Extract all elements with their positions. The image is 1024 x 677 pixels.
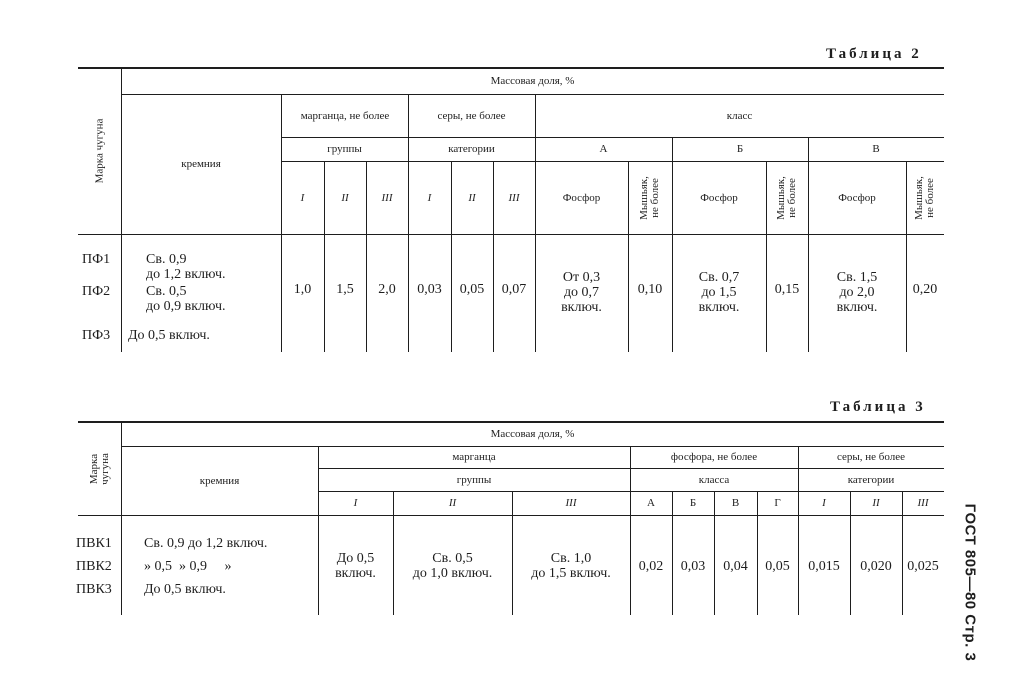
table3-caption: Таблица 3 bbox=[830, 399, 926, 415]
table3-mn-3: Св. 1,0 до 1,5 включ. bbox=[531, 551, 611, 581]
table2-arsenic-b: Мышьяк, не более bbox=[775, 175, 798, 220]
table3-silicon-pvk3: До 0,5 включ. bbox=[144, 582, 226, 597]
table2-phosphorus-v-value: Св. 1,5 до 2,0 включ. bbox=[836, 269, 878, 315]
table2-brand-pf2: ПФ2 bbox=[82, 284, 111, 299]
table3-manganese-header: марганца bbox=[452, 451, 496, 463]
table2-mn-1: 1,0 bbox=[293, 281, 312, 297]
table3-category-3: III bbox=[917, 497, 929, 509]
table3-phosphorus-header: фосфора, не более bbox=[670, 451, 758, 463]
table2-phosphorus-v: Фосфор bbox=[838, 191, 876, 204]
table2-phosphorus-b: Фосфор bbox=[700, 191, 738, 204]
table3-category-2: II bbox=[872, 497, 880, 509]
table2-silicon-pf1: Св. 0,9 до 1,2 включ. bbox=[146, 252, 226, 282]
table3-header-bottom bbox=[78, 515, 944, 516]
table2-arsenic-a: Мышьяк, не более bbox=[638, 175, 661, 220]
table3-p-b: 0,03 bbox=[680, 558, 706, 574]
table3-p-g: 0,05 bbox=[765, 558, 790, 574]
table3-group-2: II bbox=[448, 497, 457, 509]
table2-sulfur-header: серы, не более bbox=[437, 109, 506, 122]
table3-classes-header: класса bbox=[698, 473, 730, 486]
table3-brand-pvk3: ПВК3 bbox=[76, 582, 112, 597]
table2-class-b: Б bbox=[736, 143, 744, 155]
table3-brand-header: Марка чугуна bbox=[87, 452, 111, 485]
table3-sulfur-header: серы, не более bbox=[836, 451, 905, 463]
table2-group-2: II bbox=[341, 191, 349, 204]
table3-p-a: 0,02 bbox=[638, 558, 664, 574]
table2-arsenic-a-value: 0,10 bbox=[637, 281, 663, 297]
table3-categories-header: категории bbox=[847, 473, 895, 486]
table2-brand-header: Марка чугуна bbox=[93, 118, 106, 184]
table2-phosphorus-a: Фосфор bbox=[562, 191, 601, 204]
table3-groups-header: группы bbox=[456, 473, 492, 486]
table2-categories-header: категории bbox=[448, 143, 495, 155]
table2-silicon-header: кремния bbox=[181, 158, 221, 170]
table2-phosphorus-b-value: Св. 0,7 до 1,5 включ. bbox=[698, 269, 740, 315]
table3-s-1: 0,015 bbox=[808, 558, 840, 574]
table2-s-2: 0,05 bbox=[459, 281, 485, 297]
table3-s-3: 0,025 bbox=[907, 558, 939, 574]
table2-class-a: А bbox=[599, 143, 608, 155]
table3-brand-pvk2: ПВК2 bbox=[76, 559, 112, 574]
table3-class-a: А bbox=[647, 497, 655, 509]
table2-manganese-header: марганца, не более bbox=[300, 109, 390, 122]
table2-silicon-pf2: Св. 0,5 до 0,9 включ. bbox=[146, 284, 226, 314]
table2-brand-pf1: ПФ1 bbox=[82, 252, 111, 267]
table2-category-1: I bbox=[427, 191, 432, 204]
table2-caption: Таблица 2 bbox=[826, 46, 922, 62]
table3-s-2: 0,020 bbox=[860, 558, 892, 574]
table2-group-3: III bbox=[381, 191, 393, 204]
table2-mn-3: 2,0 bbox=[378, 281, 396, 297]
table3-p-v: 0,04 bbox=[723, 558, 748, 574]
table3-class-g: Г bbox=[774, 497, 781, 509]
table2-mn-2: 1,5 bbox=[336, 281, 354, 297]
table2-groups-header: группы bbox=[327, 143, 362, 155]
table3-group-1: I bbox=[353, 497, 358, 509]
table3-brand-pvk1: ПВК1 bbox=[76, 536, 112, 551]
table3-group-3: III bbox=[565, 497, 577, 509]
table2-class-v: В bbox=[872, 143, 880, 155]
table2-category-2: II bbox=[468, 191, 476, 204]
table3-silicon-header: кремния bbox=[199, 474, 240, 487]
table3-class-v: В bbox=[731, 497, 740, 509]
table2-header-bottom bbox=[78, 234, 944, 235]
table2-group-1: I bbox=[300, 191, 305, 204]
table2-s-3: 0,07 bbox=[501, 281, 527, 297]
table2-category-3: III bbox=[508, 191, 520, 204]
table3-mass-header: Массовая доля, % bbox=[490, 428, 575, 440]
table3-silicon-pvk2: » 0,5 » 0,9 » bbox=[144, 559, 232, 574]
table3-silicon-pvk1: Св. 0,9 до 1,2 включ. bbox=[144, 536, 268, 551]
table3-category-1: I bbox=[822, 497, 826, 509]
table2-brand-pf3: ПФ3 bbox=[82, 328, 111, 343]
table3-class-b: Б bbox=[689, 497, 697, 509]
table2-silicon-pf3: До 0,5 включ. bbox=[128, 328, 210, 343]
table2-class-header: класс bbox=[726, 109, 753, 122]
page-label: ГОСТ 805—80 Стр. 3 bbox=[961, 503, 979, 661]
table2-s-1: 0,03 bbox=[417, 281, 442, 297]
table2-mass-header: Массовая доля, % bbox=[490, 75, 575, 87]
table2-arsenic-v-value: 0,20 bbox=[912, 281, 938, 297]
table2-arsenic-v: Мышьяк, не более bbox=[913, 175, 936, 220]
table3-mn-2: Св. 0,5 до 1,0 включ. bbox=[412, 551, 493, 581]
table2-arsenic-b-value: 0,15 bbox=[774, 281, 800, 297]
table3-mn-1: До 0,5 включ. bbox=[335, 551, 376, 581]
table2-phosphorus-a-value: От 0,3 до 0,7 включ. bbox=[561, 269, 602, 315]
